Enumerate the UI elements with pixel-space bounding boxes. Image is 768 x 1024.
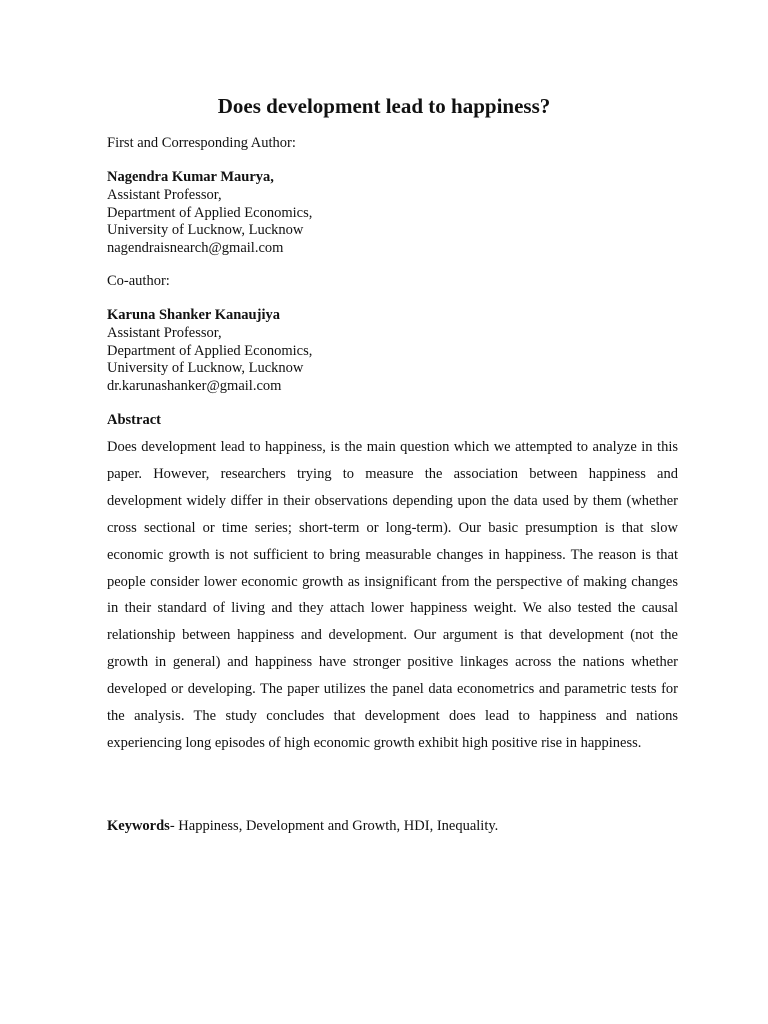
first-author-position: Assistant Professor,: [107, 186, 222, 203]
co-author-department: Department of Applied Economics,: [107, 342, 313, 359]
abstract-heading: Abstract: [107, 412, 161, 428]
first-author-heading-block: [107, 135, 679, 153]
co-author-position: Assistant Professor,: [107, 324, 222, 341]
first-author-email: nagendraisnearch@gmail.com: [107, 240, 284, 257]
keywords-label: Keywords: [107, 818, 170, 834]
co-author-block: [107, 307, 679, 396]
abstract-body: Does development lead to happiness, is the main question which we attempted to analyze in this paper. However, researchers trying to measure the association between happiness and development widely differ in their observations depending upon the data used by them (whether cross sectional or time series; short-term or long-term). Our basic presumption is that slow economic growth is not sufficient to bring measurable changes in happiness. The reason is that people consider lower economic growth as insignificant from the perspective of making changes in their standard of living and they attach lower happiness weight. We also tested the causal relationship between happiness and development. Our argument is that development (not the growth in general) and happiness have stronger positive linkages across the nations whether developed or developing. The paper utilizes the panel data econometrics and parametric tests for the analysis. The study concludes that development does lead to happiness and nations experiencing long episodes of high economic growth exhibit high positive rise in happiness.: [107, 439, 678, 751]
first-author-heading: First and Corresponding Author:: [107, 135, 296, 151]
first-author-department: Department of Applied Economics,: [107, 204, 313, 221]
co-author-heading-block: [107, 273, 679, 291]
first-author-university: University of Lucknow, Lucknow: [107, 222, 304, 239]
co-author-university: University of Lucknow, Lucknow: [107, 360, 304, 377]
paper-title: Does development lead to happiness?: [217, 94, 551, 118]
keywords-text: - Happiness, Development and Growth, HDI, Inequality.: [169, 818, 499, 834]
keywords-line: [107, 817, 679, 835]
first-author-block: [107, 169, 679, 258]
co-author-name: Karuna Shanker Kanaujiya: [107, 307, 280, 323]
co-author-email: dr.karunashanker@gmail.com: [107, 378, 282, 395]
co-author-heading: Co-author:: [107, 273, 170, 289]
first-author-name: Nagendra Kumar Maurya,: [107, 169, 274, 185]
